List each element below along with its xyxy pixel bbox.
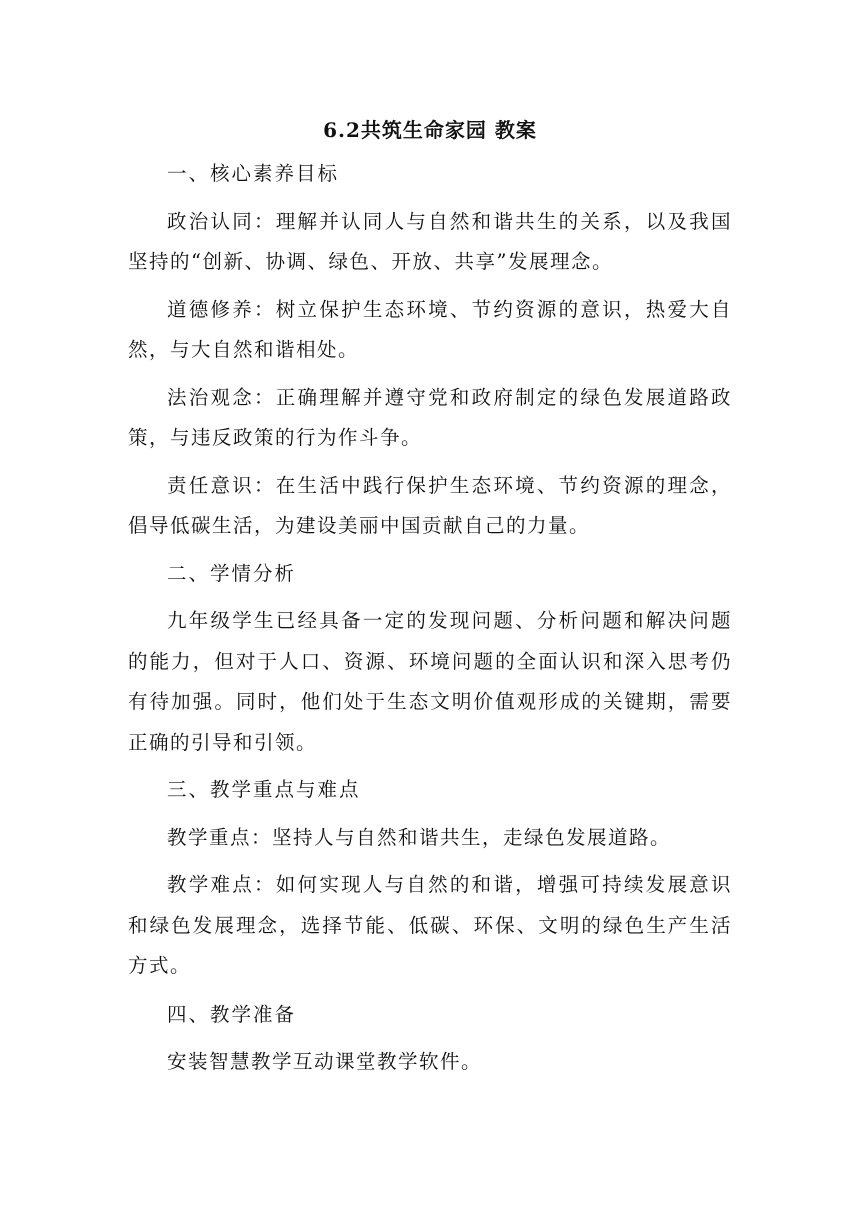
section-heading: 三、教学重点与难点 <box>167 778 361 801</box>
paragraph: 责任意识：在生活中践行保护生态环境、节约资源的理念，倡导低碳生活，为建设美丽中国贡献自己的力量。 <box>128 473 732 537</box>
paragraph: 教学重点：坚持人与自然和谐共生，走绿色发展道路。 <box>167 825 672 849</box>
section-heading: 二、学情分析 <box>167 561 297 585</box>
paragraph: 教学难点：如何实现人与自然的和谐，增强可持续发展意识和绿色发展理念，选择节能、低碳、环保、文明的绿色生产生活方式。 <box>128 873 732 977</box>
section-key-points <box>128 770 732 987</box>
paragraph: 道德修养：树立保护生态环境、节约资源的意识，热爱大自然，与大自然和谐相处。 <box>128 297 732 361</box>
document-body <box>128 112 732 1090</box>
paragraph: 政治认同：理解并认同人与自然和谐共生的关系，以及我国坚持的“创新、协调、绿色、开放、共享”发展理念。 <box>128 209 732 273</box>
paragraph: 法治观念：正确理解并遵守党和政府制定的绿色发展道路政策，与违反政策的行为作斗争。 <box>128 385 732 449</box>
section-heading: 四、教学准备 <box>167 1002 297 1026</box>
section-preparation <box>128 995 732 1083</box>
paragraph: 九年级学生已经具备一定的发现问题、分析问题和解决问题的能力，但对于人口、资源、环境问题的全面认识和深入思考仍有待加强。同时，他们处于生态文明价值观形成的关键期，需要正确的引导和引领。 <box>128 609 732 754</box>
paragraph: 安装智慧教学互动课堂教学软件。 <box>167 1050 483 1073</box>
section-heading: 一、核心素养目标 <box>167 162 340 185</box>
section-learner-analysis <box>128 554 732 764</box>
page-title: 6.2共筑生命家园 教案 <box>323 118 537 142</box>
section-core-goals <box>128 154 732 547</box>
